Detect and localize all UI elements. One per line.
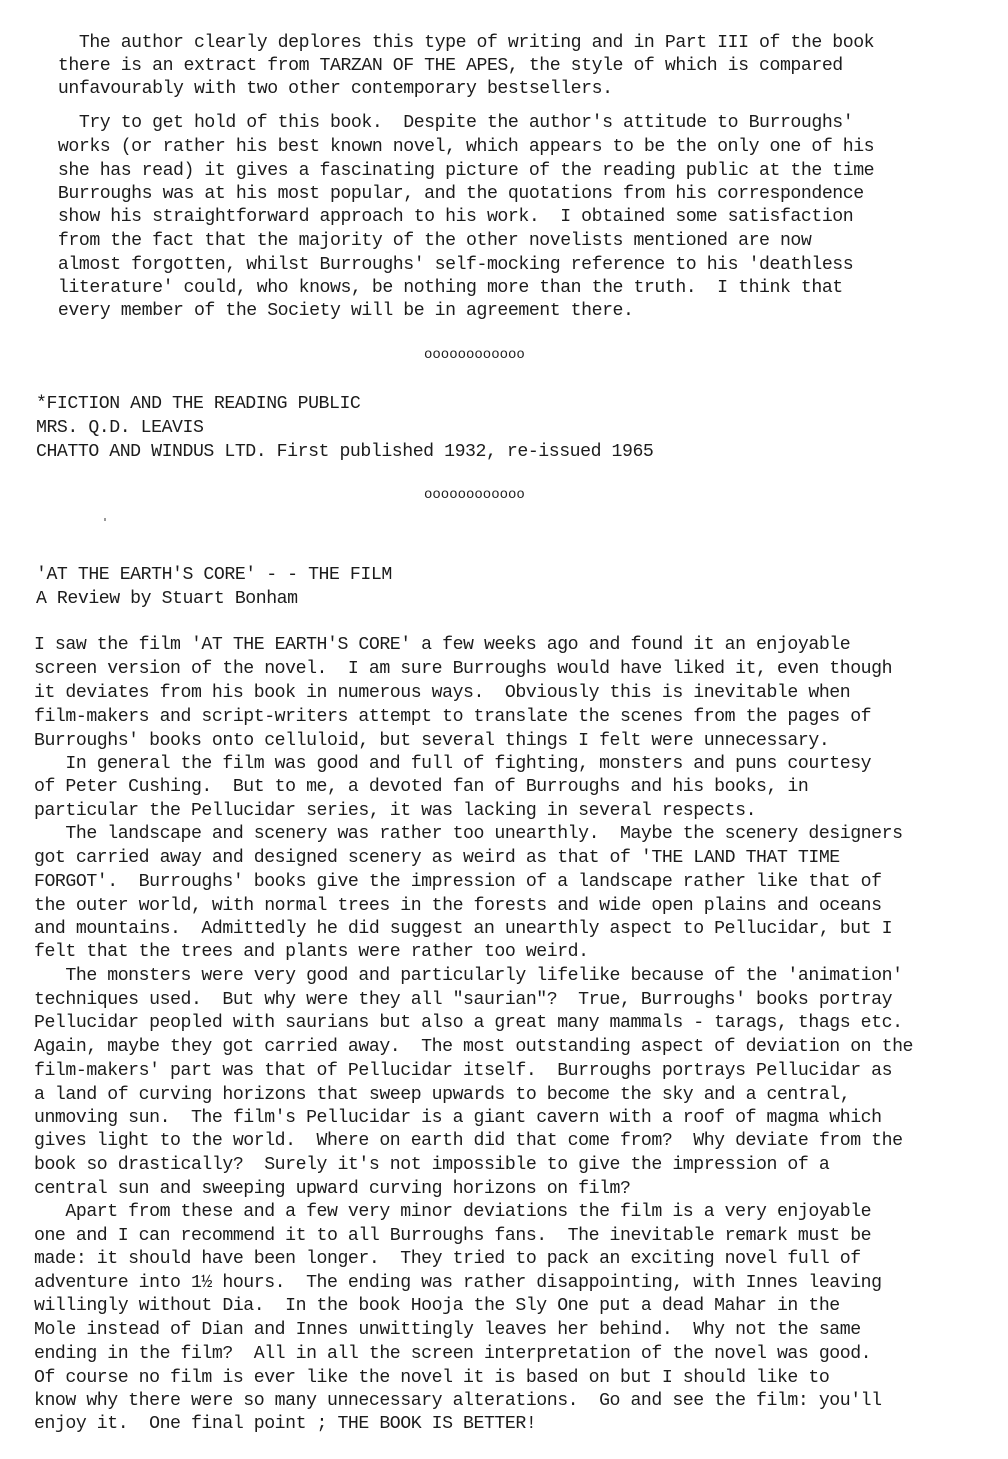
review-line: book so drastically? Surely it's not impossible to give the impression of a xyxy=(34,1155,830,1175)
review-line: Again, maybe they got carried away. The most outstanding aspect of deviation on the xyxy=(34,1037,913,1057)
review-line: techniques used. But why were they all "saurian"? True, Burroughs' books portray xyxy=(34,990,893,1010)
intro-para2-line: literature' could, who knows, be nothing more than the truth. I think that xyxy=(37,278,843,298)
intro-para1-line: there is an extract from TARZAN OF THE APES, the style of which is compared xyxy=(37,56,843,76)
review-line: Of course no film is ever like the novel it is based on but I should like to xyxy=(34,1368,830,1388)
intro-para2-line: every member of the Society will be in agreement there. xyxy=(37,301,634,321)
intro-para2-line: from the fact that the majority of the other novelists mentioned are now xyxy=(37,231,812,251)
review-line: screen version of the novel. I am sure Burroughs would have liked it, even though xyxy=(34,659,893,679)
intro-para2-line: works (or rather his best known novel, which appears to be the only one of his xyxy=(37,137,875,157)
review-line: Burroughs' books onto celluloid, but several things I felt were unnecessary. xyxy=(34,731,830,751)
review-line: unmoving sun. The film's Pellucidar is a giant cavern with a roof of magma which xyxy=(34,1108,882,1128)
reference-line: *FICTION AND THE READING PUBLIC xyxy=(36,394,361,414)
review-line: The monsters were very good and particularly lifelike because of the 'animation' xyxy=(34,966,903,986)
review-line: adventure into 1½ hours. The ending was rather disappointing, with Innes leaving xyxy=(34,1273,882,1293)
review-line: FORGOT'. Burroughs' books give the impression of a landscape rather like that of xyxy=(34,872,882,892)
review-line: and mountains. Admittedly he did suggest an unearthly aspect to Pellucidar, but I xyxy=(34,919,893,939)
review-line: In general the film was good and full of fighting, monsters and puns courtesy xyxy=(34,754,872,774)
review-line: Mole instead of Dian and Innes unwittingly leaves her behind. Why not the same xyxy=(34,1320,861,1340)
intro-para2-line: she has read) it gives a fascinating picture of the reading public at the time xyxy=(37,161,875,181)
review-line: a land of curving horizons that sweep upwards to become the sky and a central, xyxy=(34,1085,851,1105)
review-line: of Peter Cushing. But to me, a devoted fan of Burroughs and his books, in xyxy=(34,777,809,797)
review-line: film-makers and script-writers attempt to translate the scenes from the pages of xyxy=(34,707,872,727)
section-separator: oooooooooooo xyxy=(424,487,525,503)
review-line: central sun and sweeping upward curving horizons on film? xyxy=(34,1179,631,1199)
paper-speck xyxy=(104,518,106,521)
intro-para2-line: show his straightforward approach to his work. I obtained some satisfaction xyxy=(37,207,854,227)
review-line: film-makers' part was that of Pellucidar itself. Burroughs portrays Pellucidar as xyxy=(34,1061,893,1081)
review-line: felt that the trees and plants were rather too weird. xyxy=(34,942,589,962)
intro-para2-line: Burroughs was at his most popular, and the quotations from his correspondence xyxy=(37,184,864,204)
review-line: ending in the film? All in all the screen interpretation of the novel was good. xyxy=(34,1344,872,1364)
section-separator: oooooooooooo xyxy=(424,347,525,363)
review-line: gives light to the world. Where on earth did that come from? Why deviate from the xyxy=(34,1131,903,1151)
intro-para2-line: almost forgotten, whilst Burroughs' self-mocking reference to his 'deathless xyxy=(37,255,854,275)
review-line: Pellucidar peopled with saurians but also a great many mammals - tarags, thags etc. xyxy=(34,1013,903,1033)
review-title: 'AT THE EARTH'S CORE' - - THE FILM xyxy=(36,565,392,585)
review-line: one and I can recommend it to all Burroughs fans. The inevitable remark must be xyxy=(34,1226,872,1246)
review-line: enjoy it. One final point ; THE BOOK IS BETTER! xyxy=(34,1414,537,1434)
review-line: particular the Pellucidar series, it was lacking in several respects. xyxy=(34,801,757,821)
review-line: the outer world, with normal trees in the forests and wide open plains and oceans xyxy=(34,896,882,916)
review-line: Apart from these and a few very minor deviations the film is a very enjoyable xyxy=(34,1202,872,1222)
review-line: it deviates from his book in numerous ways. Obviously this is inevitable when xyxy=(34,683,851,703)
reference-line: MRS. Q.D. LEAVIS xyxy=(36,418,204,438)
review-line: The landscape and scenery was rather too unearthly. Maybe the scenery designers xyxy=(34,824,903,844)
review-line: willingly without Dia. In the book Hooja the Sly One put a dead Mahar in the xyxy=(34,1296,840,1316)
intro-para1-line: unfavourably with two other contemporary bestsellers. xyxy=(37,79,613,99)
review-line: I saw the film 'AT THE EARTH'S CORE' a few weeks ago and found it an enjoyable xyxy=(34,635,851,655)
intro-para2-line: Try to get hold of this book. Despite the author's attitude to Burroughs' xyxy=(37,113,854,133)
review-line: know why there were so many unnecessary alterations. Go and see the film: you'll xyxy=(34,1391,882,1411)
review-line: got carried away and designed scenery as weird as that of 'THE LAND THAT TIME xyxy=(34,848,840,868)
reference-line: CHATTO AND WINDUS LTD. First published 1932, re-issued 1965 xyxy=(36,442,654,462)
intro-para1-line: The author clearly deplores this type of writing and in Part III of the book xyxy=(37,33,875,53)
review-byline: A Review by Stuart Bonham xyxy=(36,589,298,609)
review-line: made: it should have been longer. They tried to pack an exciting novel full of xyxy=(34,1249,861,1269)
